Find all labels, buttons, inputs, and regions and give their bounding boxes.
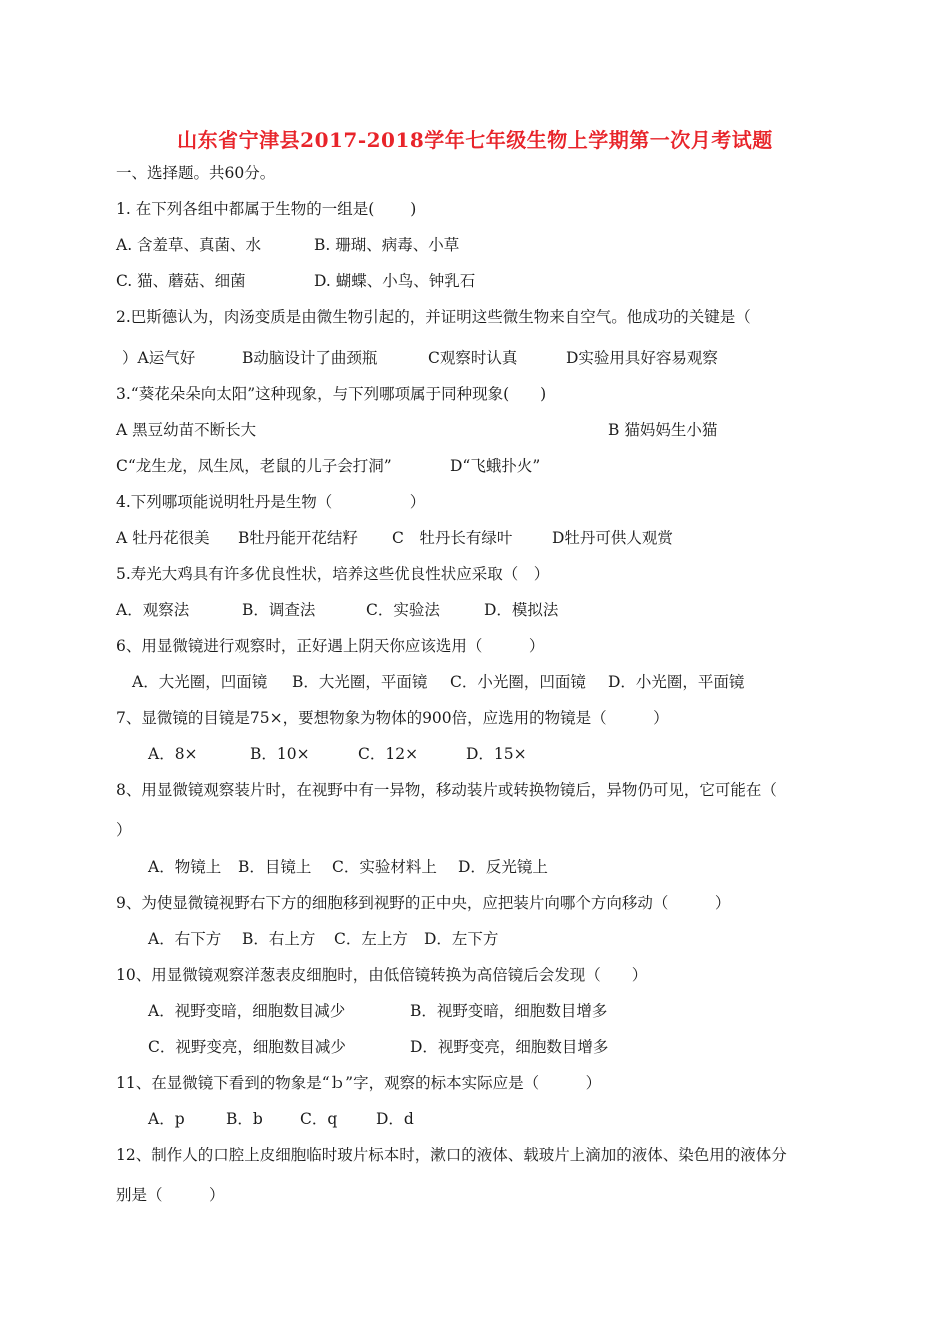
question-8-stem-continued: ） xyxy=(116,821,132,839)
question-1-option-b: B. 珊瑚、病毒、小草 xyxy=(314,236,460,254)
question-3-option-c: C“龙生龙，凤生凤，老鼠的儿子会打洞” xyxy=(116,457,392,475)
question-5-option-a: A．观察法 xyxy=(116,601,190,619)
exam-title: 山东省宁津县2017-2018学年七年级生物上学期第一次月考试题 xyxy=(177,128,773,152)
question-4-option-c: C 牡丹长有绿叶 xyxy=(392,529,513,547)
question-5-stem: 5.寿光大鸡具有许多优良性状，培养这些优良性状应采取（ ） xyxy=(116,565,550,583)
question-4-option-b: B牡丹能开花结籽 xyxy=(238,529,358,547)
question-2-stem: 2.巴斯德认为，肉汤变质是由微生物引起的，并证明这些微生物来自空气。他成功的关键是（ xyxy=(116,308,751,326)
question-4-option-a: A 牡丹花很美 xyxy=(116,529,210,547)
question-1-option-d: D. 蝴蝶、小鸟、钟乳石 xyxy=(314,272,476,290)
question-5-option-b: B．调查法 xyxy=(242,601,316,619)
question-7-option-a: A．8× xyxy=(148,745,198,763)
question-8-option-d: D．反光镜上 xyxy=(458,858,548,876)
question-2-option-c: C观察时认真 xyxy=(428,349,518,367)
question-6-option-d: D．小光圈，平面镜 xyxy=(608,673,745,691)
question-9-option-c: C．左上方 xyxy=(334,930,408,948)
question-6-option-c: C．小光圈，凹面镜 xyxy=(450,673,586,691)
question-9-option-d: D．左下方 xyxy=(424,930,499,948)
question-10-stem: 10、用显微镜观察洋葱表皮细胞时，由低倍镜转换为高倍镜后会发现（ ） xyxy=(116,966,648,984)
question-3-stem: 3.“葵花朵朵向太阳”这种现象，与下列哪项属于同种现象( ) xyxy=(116,385,547,403)
question-3-option-a: A 黑豆幼苗不断长大 xyxy=(116,421,257,439)
question-8-stem: 8、用显微镜观察装片时，在视野中有一异物，移动装片或转换物镜后，异物仍可见，它可能在（ xyxy=(116,781,777,799)
question-7-option-c: C．12× xyxy=(358,745,419,763)
question-2-option-d: D实验用具好容易观察 xyxy=(566,349,718,367)
question-9-stem: 9、为使显微镜视野右下方的细胞移到视野的正中央，应把装片向哪个方向移动（ ） xyxy=(116,894,731,912)
question-12-stem-continued: 别是（ ） xyxy=(116,1186,225,1204)
question-5-option-d: D．模拟法 xyxy=(484,601,559,619)
question-7-option-b: B．10× xyxy=(250,745,310,763)
question-12-stem: 12、制作人的口腔上皮细胞临时玻片标本时，漱口的液体、载玻片上滴加的液体、染色用的液体分 xyxy=(116,1146,787,1164)
question-6-stem: 6、用显微镜进行观察时，正好遇上阴天你应该选用（ ） xyxy=(116,637,545,655)
question-8-option-c: C．实验材料上 xyxy=(332,858,437,876)
question-4-option-d: D牡丹可供人观赏 xyxy=(552,529,673,547)
question-11-option-b: B．b xyxy=(226,1110,263,1128)
question-3-option-d: D“飞蛾扑火” xyxy=(450,457,541,475)
question-11-stem: 11、在显微镜下看到的物象是“ｂ”字，观察的标本实际应是（ ） xyxy=(116,1074,602,1092)
question-6-option-a: A．大光圈，凹面镜 xyxy=(132,673,268,691)
question-11-option-c: C．q xyxy=(300,1110,338,1128)
question-5-option-c: C．实验法 xyxy=(366,601,440,619)
question-10-option-c: C．视野变亮，细胞数目减少 xyxy=(148,1038,346,1056)
question-9-option-a: A．右下方 xyxy=(148,930,222,948)
question-1-stem: 1. 在下列各组中都属于生物的一组是( ) xyxy=(116,200,417,218)
question-1-option-a: A. 含羞草、真菌、水 xyxy=(116,236,262,254)
question-6-option-b: B．大光圈，平面镜 xyxy=(292,673,428,691)
question-1-option-c: C. 猫、蘑菇、细菌 xyxy=(116,272,246,290)
question-11-option-d: D．d xyxy=(376,1110,414,1128)
question-2-option-b: B动脑设计了曲颈瓶 xyxy=(242,349,378,367)
question-10-option-d: D．视野变亮，细胞数目增多 xyxy=(410,1038,609,1056)
question-11-option-a: A．p xyxy=(148,1110,185,1128)
question-3-option-b: B 猫妈妈生小猫 xyxy=(608,421,718,439)
question-10-option-b: B．视野变暗，细胞数目增多 xyxy=(410,1002,608,1020)
question-8-option-a: A．物镜上 xyxy=(148,858,222,876)
question-7-stem: 7、显微镜的目镜是75×，要想物象为物体的900倍，应选用的物镜是（ ） xyxy=(116,709,669,727)
section-heading: 一、选择题。共60分。 xyxy=(116,164,276,182)
question-7-option-d: D．15× xyxy=(466,745,527,763)
question-8-option-b: B．目镜上 xyxy=(238,858,312,876)
question-9-option-b: B．右上方 xyxy=(242,930,316,948)
question-10-option-a: A．视野变暗，细胞数目减少 xyxy=(148,1002,346,1020)
question-2-option-a: ）A运气好 xyxy=(122,349,196,367)
question-4-stem: 4.下列哪项能说明牡丹是生物（ ） xyxy=(116,493,426,511)
